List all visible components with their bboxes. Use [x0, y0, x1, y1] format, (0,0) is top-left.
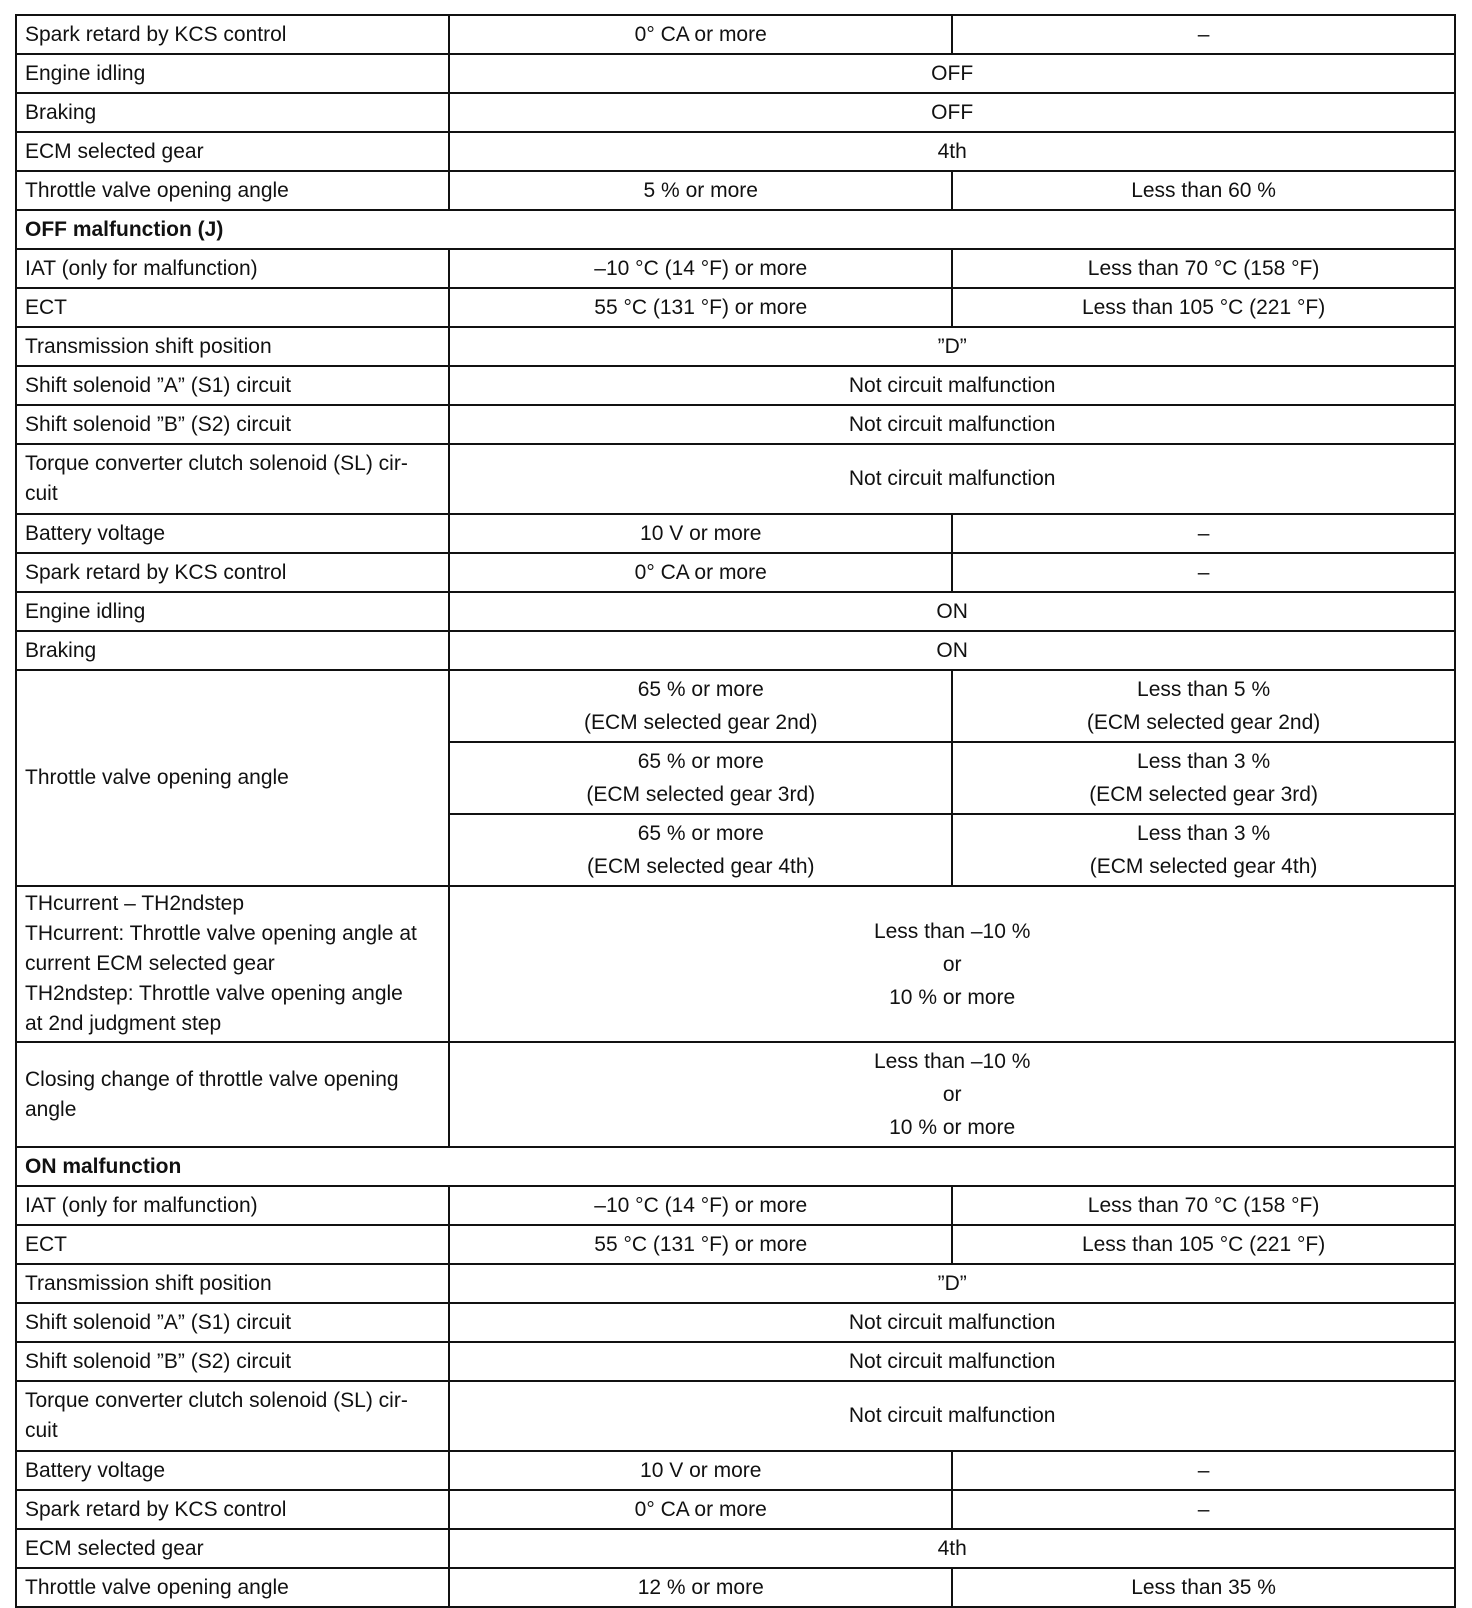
condition-label: Shift solenoid ”B” (S2) circuit: [16, 405, 449, 444]
value-line: (ECM selected gear 4th): [1089, 855, 1318, 878]
condition-label: Shift solenoid ”B” (S2) circuit: [16, 1342, 449, 1381]
condition-min: [449, 670, 952, 742]
value-line: (ECM selected gear 2nd): [584, 711, 818, 734]
label-line: Torque converter clutch solenoid (SL) cir-: [25, 452, 408, 475]
value-line: 10 % or more: [889, 1116, 1016, 1139]
condition-label: Transmission shift position: [16, 1264, 449, 1303]
value-line: Less than 3 %: [1137, 750, 1271, 773]
condition-value: OFF: [449, 93, 1455, 132]
condition-value: Not circuit malfunction: [449, 405, 1455, 444]
value-line: 65 % or more: [637, 822, 764, 845]
label-line: cuit: [25, 482, 58, 505]
condition-min: 5 % or more: [449, 171, 952, 210]
condition-label: ECT: [16, 288, 449, 327]
table-row: [16, 132, 1455, 171]
condition-max: –: [952, 1490, 1455, 1529]
value-line: or: [942, 1083, 962, 1106]
table-row: [16, 171, 1455, 210]
table-row: [16, 631, 1455, 670]
condition-value: OFF: [449, 54, 1455, 93]
condition-max: –: [952, 553, 1455, 592]
condition-label: [16, 1381, 449, 1451]
condition-value: Not circuit malfunction: [449, 444, 1455, 514]
condition-min: 0° CA or more: [449, 15, 952, 54]
condition-label: Throttle valve opening angle: [16, 171, 449, 210]
table-row: [16, 444, 1455, 514]
condition-max: –: [952, 1451, 1455, 1490]
condition-max: [952, 670, 1455, 742]
condition-value: [449, 886, 1455, 1042]
value-line: Less than –10 %: [873, 1050, 1031, 1073]
label-line: THcurrent: Throttle valve opening angle at: [25, 922, 417, 945]
condition-max: Less than 70 °C (158 °F): [952, 249, 1455, 288]
table-row: [16, 1529, 1455, 1568]
condition-max: Less than 105 °C (221 °F): [952, 1225, 1455, 1264]
condition-max: Less than 35 %: [952, 1568, 1455, 1607]
condition-label: Spark retard by KCS control: [16, 15, 449, 54]
condition-label: IAT (only for malfunction): [16, 1186, 449, 1225]
condition-label: Braking: [16, 93, 449, 132]
condition-label: ECM selected gear: [16, 1529, 449, 1568]
condition-label: [16, 886, 449, 1042]
table-row: [16, 514, 1455, 553]
label-line: Torque converter clutch solenoid (SL) cir-: [25, 1389, 408, 1412]
value-line: (ECM selected gear 4th): [586, 855, 815, 878]
condition-label: Spark retard by KCS control: [16, 553, 449, 592]
condition-label: ECT: [16, 1225, 449, 1264]
table-row: [16, 1264, 1455, 1303]
condition-value: Not circuit malfunction: [449, 366, 1455, 405]
condition-label: Throttle valve opening angle: [16, 670, 449, 886]
condition-max: [952, 742, 1455, 814]
table-row: [16, 327, 1455, 366]
condition-value: Not circuit malfunction: [449, 1342, 1455, 1381]
value-line: (ECM selected gear 3rd): [586, 783, 816, 806]
table-row: [16, 670, 1455, 742]
table-row: [16, 54, 1455, 93]
condition-max: Less than 60 %: [952, 171, 1455, 210]
value-line: Less than –10 %: [873, 919, 1031, 943]
label-line: cuit: [25, 1419, 58, 1442]
table-row: [16, 1303, 1455, 1342]
value-line: (ECM selected gear 2nd): [1086, 711, 1321, 734]
condition-min: –10 °C (14 °F) or more: [449, 249, 952, 288]
condition-min: 55 °C (131 °F) or more: [449, 1225, 952, 1264]
condition-label: Transmission shift position: [16, 327, 449, 366]
condition-label: ECM selected gear: [16, 132, 449, 171]
table-row: [16, 886, 1455, 1042]
condition-min: 0° CA or more: [449, 553, 952, 592]
label-line: TH2ndstep: Throttle valve opening angle: [25, 982, 403, 1005]
condition-min: 55 °C (131 °F) or more: [449, 288, 952, 327]
table-row: [16, 1568, 1455, 1607]
condition-min: 10 V or more: [449, 514, 952, 553]
condition-label: [16, 1042, 449, 1147]
table-row: [16, 249, 1455, 288]
table-row: [16, 1042, 1455, 1147]
label-line: current ECM selected gear: [25, 952, 275, 975]
condition-label: Spark retard by KCS control: [16, 1490, 449, 1529]
condition-label: Battery voltage: [16, 1451, 449, 1490]
condition-min: 0° CA or more: [449, 1490, 952, 1529]
table-row: [16, 1381, 1455, 1451]
table-row: [16, 405, 1455, 444]
label-line: Closing change of throttle valve opening: [25, 1067, 399, 1091]
section-title: OFF malfunction (J): [16, 210, 1455, 249]
condition-label: [16, 444, 449, 514]
condition-max: –: [952, 15, 1455, 54]
condition-value: 4th: [449, 132, 1455, 171]
table-row: [16, 288, 1455, 327]
condition-min: –10 °C (14 °F) or more: [449, 1186, 952, 1225]
table-row: [16, 592, 1455, 631]
condition-max: –: [952, 514, 1455, 553]
condition-min: 10 V or more: [449, 1451, 952, 1490]
table-row: [16, 366, 1455, 405]
table-row: [16, 1451, 1455, 1490]
value-line: (ECM selected gear 3rd): [1089, 783, 1318, 806]
table-row: [16, 1225, 1455, 1264]
table-row: [16, 1342, 1455, 1381]
condition-label: Braking: [16, 631, 449, 670]
section-title: ON malfunction: [16, 1147, 1455, 1186]
condition-label: Shift solenoid ”A” (S1) circuit: [16, 1303, 449, 1342]
condition-value: Not circuit malfunction: [449, 1381, 1455, 1451]
condition-value: ”D”: [449, 327, 1455, 366]
condition-value: ON: [449, 592, 1455, 631]
condition-label: Engine idling: [16, 54, 449, 93]
table-row: [16, 553, 1455, 592]
condition-value: ON: [449, 631, 1455, 670]
condition-max: [952, 814, 1455, 886]
label-line: at 2nd judgment step: [25, 1012, 222, 1035]
label-line: THcurrent – TH2ndstep: [25, 892, 245, 915]
condition-label: Throttle valve opening angle: [16, 1568, 449, 1607]
conditions-table: [15, 14, 1456, 1608]
condition-label: Battery voltage: [16, 514, 449, 553]
condition-label: Shift solenoid ”A” (S1) circuit: [16, 366, 449, 405]
condition-value: ”D”: [449, 1264, 1455, 1303]
table-row: [16, 1490, 1455, 1529]
condition-value: [449, 1042, 1455, 1147]
value-line: 65 % or more: [637, 750, 764, 773]
condition-max: Less than 105 °C (221 °F): [952, 288, 1455, 327]
table-row: [16, 93, 1455, 132]
table-row: [16, 1186, 1455, 1225]
condition-label: IAT (only for malfunction): [16, 249, 449, 288]
value-line: or: [942, 952, 962, 976]
label-line: angle: [25, 1097, 77, 1121]
condition-value: Not circuit malfunction: [449, 1303, 1455, 1342]
condition-min: [449, 814, 952, 886]
condition-min: 12 % or more: [449, 1568, 952, 1607]
table-row: [16, 15, 1455, 54]
value-line: 65 % or more: [637, 678, 764, 701]
section-header-row: [16, 210, 1455, 249]
section-header-row: [16, 1147, 1455, 1186]
condition-max: Less than 70 °C (158 °F): [952, 1186, 1455, 1225]
condition-label: Engine idling: [16, 592, 449, 631]
condition-min: [449, 742, 952, 814]
value-line: Less than 5 %: [1137, 678, 1271, 701]
condition-value: 4th: [449, 1529, 1455, 1568]
value-line: 10 % or more: [889, 985, 1016, 1009]
value-line: Less than 3 %: [1137, 822, 1271, 845]
